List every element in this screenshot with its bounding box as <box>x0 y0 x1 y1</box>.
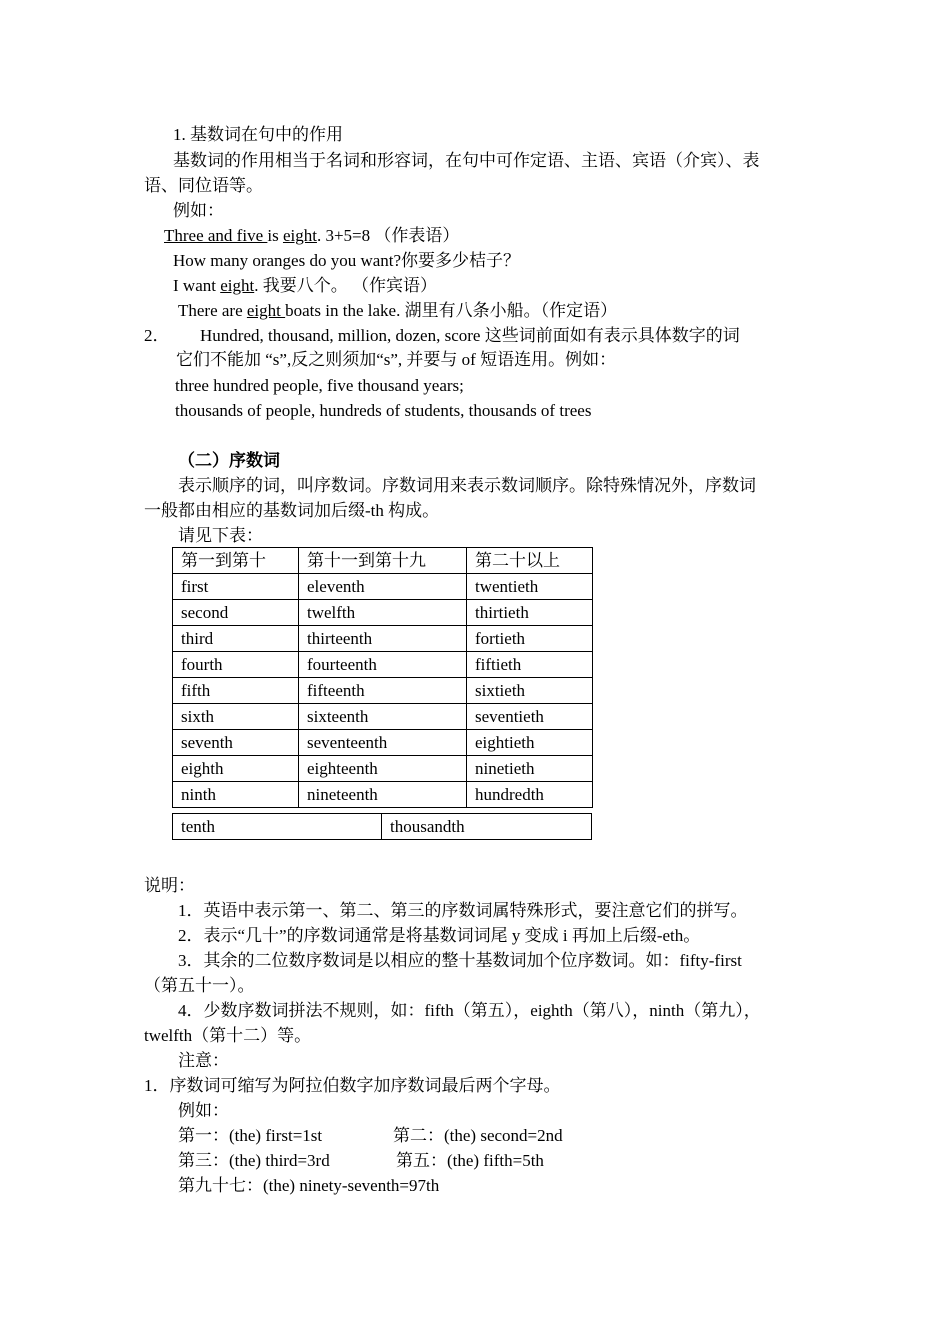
attention-label: 注意： <box>178 1051 229 1070</box>
table-cell: sixtieth <box>467 678 593 704</box>
table-cell: eighteenth <box>299 756 467 782</box>
table-cell: fortieth <box>467 626 593 652</box>
abbrev-example-second: 第二：(the) second=2nd <box>393 1126 563 1145</box>
table-cell: fifth <box>173 678 299 704</box>
table-cell: thirteenth <box>299 626 467 652</box>
abbrev-example-ninety-seventh: 第九十七：(the) ninety-seventh=97th <box>178 1176 440 1195</box>
table-row <box>173 756 593 782</box>
note-1: 1．英语中表示第一、第二、第三的序数词属特殊形式，要注意它们的拼写。 <box>178 901 748 920</box>
table-cell: thousandth <box>382 814 592 840</box>
table-cell: eighth <box>173 756 299 782</box>
ex4-attribute: eight <box>246 301 286 320</box>
table-row <box>173 652 593 678</box>
table-header-cell: 第十一到第十九 <box>299 548 467 574</box>
table-cell: fiftieth <box>467 652 593 678</box>
section1-example-label: 例如： <box>173 201 224 220</box>
table-cell: thirtieth <box>467 600 593 626</box>
ex1-subject: Three and five <box>164 226 268 245</box>
table-cell: hundredth <box>467 782 593 808</box>
section2-line2: 它们不能加 “s”,反之则须加“s”, 并要与 of 短语连用。例如： <box>176 350 617 369</box>
table-header-row <box>173 548 593 574</box>
table-cell: fifteenth <box>299 678 467 704</box>
ordinal-table-last-row <box>172 813 592 840</box>
note-4-line2: twelfth（第十二）等。 <box>144 1026 312 1045</box>
section1-desc-line1: 基数词的作用相当于名词和形容词，在句中可作定语、主语、宾语（介宾）、表 <box>173 151 760 170</box>
attention-example-label: 例如： <box>178 1101 229 1120</box>
table-cell: first <box>173 574 299 600</box>
ex3-object: eight <box>220 276 255 295</box>
table-cell: seventeenth <box>299 730 467 756</box>
ex1-rest: . 3+5=8 （作表语） <box>316 226 460 245</box>
ordinal-table <box>172 547 593 808</box>
ex4-start: There are <box>178 301 247 320</box>
example-sentence-3 <box>173 275 437 297</box>
section1-desc-line2: 语、同位语等。 <box>144 176 263 195</box>
table-row <box>173 574 593 600</box>
table-cell: twentieth <box>467 574 593 600</box>
example-sentence-1 <box>164 225 459 247</box>
ordinal-table-body <box>173 548 593 808</box>
table-cell: sixteenth <box>299 704 467 730</box>
table-cell: fourth <box>173 652 299 678</box>
note-3-line2: （第五十一）。 <box>144 976 255 995</box>
table-cell: seventieth <box>467 704 593 730</box>
table-row <box>173 626 593 652</box>
table-cell: ninth <box>173 782 299 808</box>
section2-line4: thousands of people, hundreds of students, thousands of trees <box>175 401 592 420</box>
table-cell: nineteenth <box>299 782 467 808</box>
notes-label: 说明： <box>144 876 195 895</box>
table-cell: fourteenth <box>299 652 467 678</box>
table-cell: eightieth <box>467 730 593 756</box>
ex1-verb: is <box>267 226 283 245</box>
ex3-rest: . 我要八个。 （作宾语） <box>254 276 437 295</box>
table-cell: second <box>173 600 299 626</box>
section2-number: 2． <box>144 326 170 345</box>
ordinal-heading: （二）序数词 <box>178 451 280 470</box>
table-cell: sixth <box>173 704 299 730</box>
table-header-cell: 第一到第十 <box>173 548 299 574</box>
table-row <box>173 678 593 704</box>
section1-heading: 1. 基数词在句中的作用 <box>173 125 343 144</box>
abbrev-example-third: 第三：(the) third=3rd <box>178 1151 330 1170</box>
example-sentence-4 <box>178 300 617 322</box>
ex1-predicative: eight <box>282 226 317 245</box>
table-cell: twelfth <box>299 600 467 626</box>
see-table-label: 请见下表： <box>178 526 263 545</box>
note-2: 2．表示“几十”的序数词通常是将基数词词尾 y 变成 i 再加上后缀-eth。 <box>178 926 701 945</box>
note-3-line1: 3．其余的二位数序数词是以相应的整十基数词加个位序数词。如：fifty-first <box>178 951 742 970</box>
table-cell: tenth <box>173 814 382 840</box>
table-header-cell: 第二十以上 <box>467 548 593 574</box>
table-row <box>173 782 593 808</box>
example-sentence-2: How many oranges do you want?你要多少桔子？ <box>173 251 521 270</box>
note-4-line1: 4．少数序数词拼法不规则，如：fifth（第五），eighth（第八），ninth（第九）， <box>178 1001 761 1020</box>
table-row <box>173 814 592 840</box>
table-row <box>173 600 593 626</box>
section2-line3: three hundred people, five thousand years; <box>175 376 464 395</box>
table-cell: third <box>173 626 299 652</box>
abbrev-example-fifth: 第五：(the) fifth=5th <box>396 1151 544 1170</box>
abbrev-example-first: 第一：(the) first=1st <box>178 1126 323 1145</box>
ex4-rest: boats in the lake. 湖里有八条小船。（作定语） <box>285 301 618 320</box>
ordinal-desc-line1: 表示顺序的词，叫序数词。序数词用来表示数词顺序。除特殊情况外，序数词 <box>178 476 756 495</box>
table-cell: seventh <box>173 730 299 756</box>
ex3-start: I want <box>173 276 221 295</box>
table-cell: eleventh <box>299 574 467 600</box>
table-row <box>173 730 593 756</box>
table-cell: ninetieth <box>467 756 593 782</box>
section2-line1: Hundred, thousand, million, dozen, score 这些词前面如有表示具体数字的词 <box>200 326 740 345</box>
attention-point-1: 1．序数词可缩写为阿拉伯数字加序数词最后两个字母。 <box>144 1076 561 1095</box>
table-row <box>173 704 593 730</box>
ordinal-desc-line2: 一般都由相应的基数词加后缀-th 构成。 <box>144 501 440 520</box>
